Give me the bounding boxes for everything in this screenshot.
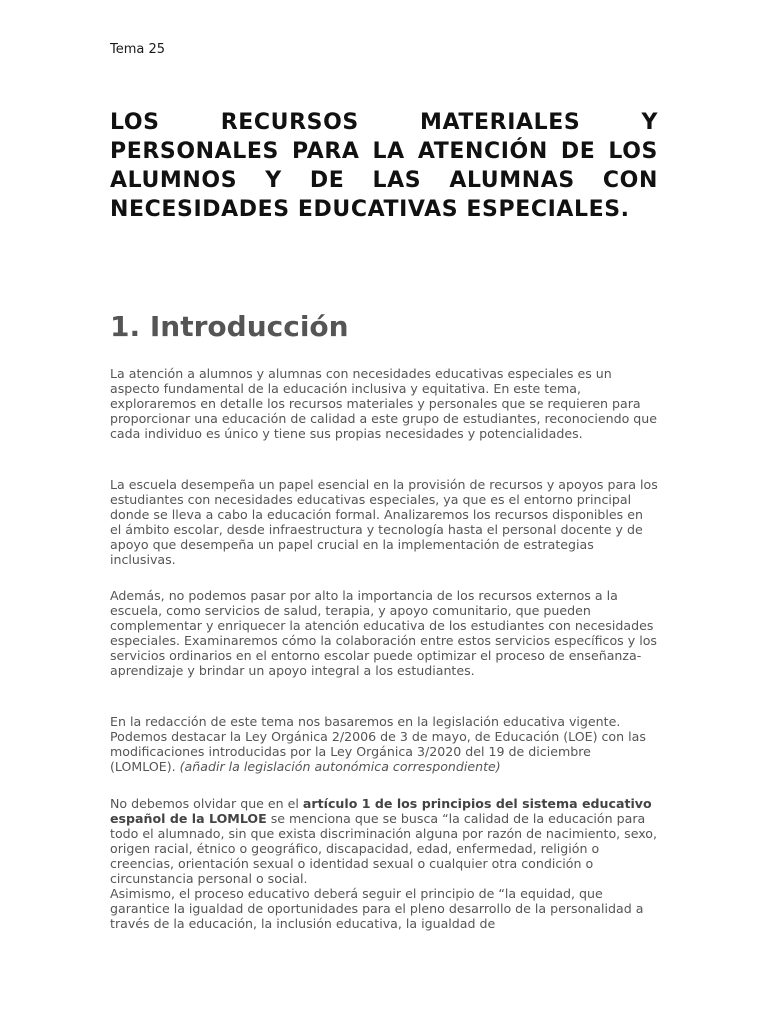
- document-header-tema: Tema 25: [110, 42, 166, 57]
- paragraph-1: La atención a alumnos y alumnas con necesidades educativas especiales es un aspecto fundamental de la educación inclusiva y equitativa. En este tema, exploraremos en detalle los recursos materiales y personales que se requieren para proporcionar una educación de calidad a este grupo de estudiantes, reconociendo que cada individuo es único y tiene sus propias necesidades y potencialidades.: [110, 366, 658, 441]
- paragraph-3: Además, no podemos pasar por alto la importancia de los recursos externos a la escuela, como servicios de salud, terapia, y apoyo comunitario, que pueden complementar y enriquecer la atención educativa de los estudiantes con necesidades especiales. Examinaremos cómo la colaboración entre estos servicios específicos y los servicios ordinarios en el entorno escolar puede optimizar el proceso de enseñanza-aprendizaje y brindar un apoyo integral a los estudiantes.: [110, 588, 657, 678]
- paragraph-4-main: En la redacción de este tema nos basaremos en la legislación educativa vigente. Podemos destacar la Ley Orgánica 2/2006 de 3 de mayo, de Educación (LOE) con las modificaciones introducidas por la Ley Orgánica 3/2020 del 19 de diciembre (LOMLOE).: [110, 714, 646, 774]
- section-heading-introduccion: 1. Introducción: [110, 310, 349, 343]
- paragraph-4-note: (añadir la legislación autonómica correspondiente): [179, 759, 501, 774]
- paragraph-5-first: [110, 796, 658, 886]
- paragraph-2: La escuela desempeña un papel esencial en la provisión de recursos y apoyos para los estudiantes con necesidades educativas especiales, ya que es el entorno principal donde se lleva a cabo la educación formal. Analizaremos los recursos disponibles en el ámbito escolar, desde infraestructura y tecnología hasta el personal docente y de apoyo que desempeña un papel crucial en la implementación de estrategias inclusivas.: [110, 477, 658, 567]
- document-title: LOS RECURSOS MATERIALES Y PERSONALES PARA LA ATENCIÓN DE LOS ALUMNOS Y DE LAS ALUMNAS CON NECESIDADES EDUCATIVAS ESPECIALES.: [110, 110, 658, 222]
- paragraph-5-intro: No debemos olvidar que en el: [110, 796, 303, 811]
- paragraph-5-bold: artículo 1 de los principios del sistema educativo español de la LOMLOE: [110, 796, 652, 826]
- paragraph-4: [110, 714, 658, 774]
- paragraph-5: [110, 796, 658, 936]
- paragraph-5-second: Asimismo, el proceso educativo deberá seguir el principio de “la equidad, que garantice la igualdad de oportunidades para el pleno desarrollo de la personalidad a través de la educación, la inclusión educativa, la igualdad de: [110, 886, 644, 931]
- paragraph-5-rest: se menciona que se busca “la calidad de la educación para todo el alumnado, sin que exista discriminación alguna por razón de nacimiento, sexo, origen racial, étnico o geográfico, discapacidad, edad, enfermedad, religión o creencias, orientación sexual o identidad sexual o cualquier otra condición o circunstancia personal o social.: [110, 811, 658, 886]
